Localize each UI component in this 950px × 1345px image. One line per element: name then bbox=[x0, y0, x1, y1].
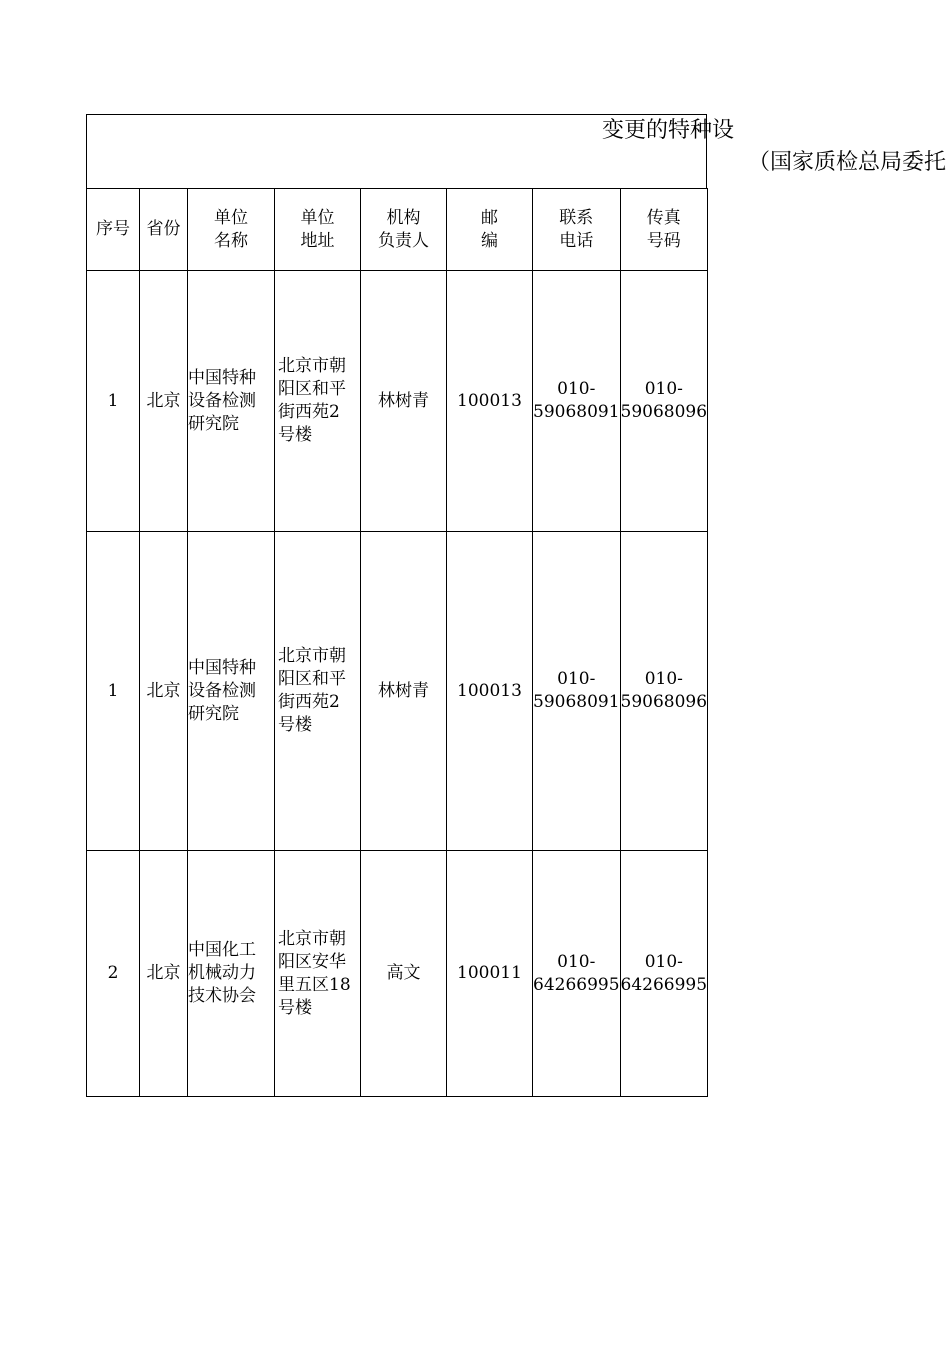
cell-seq: 1 bbox=[87, 532, 140, 851]
cell-head: 林树青 bbox=[361, 532, 447, 851]
table-row bbox=[87, 271, 708, 532]
cell-province: 北京 bbox=[140, 271, 188, 532]
header-postcode: 邮 编 bbox=[447, 189, 533, 271]
cell-unit-name: 中国特种 设备检测 研究院 bbox=[188, 271, 275, 532]
cell-unit-address: 北京市朝 阳区和平 街西苑2 号楼 bbox=[275, 532, 361, 851]
cell-postcode: 100011 bbox=[447, 851, 533, 1097]
header-unit-name: 单位 名称 bbox=[188, 189, 275, 271]
header-row bbox=[87, 189, 708, 271]
header-unit-address: 单位 地址 bbox=[275, 189, 361, 271]
cell-phone: 010- 64266995 bbox=[533, 851, 621, 1097]
cell-fax: 010- 64266995 bbox=[620, 851, 708, 1097]
table-row bbox=[87, 532, 708, 851]
document-subtitle: （国家质检总局委托 bbox=[748, 150, 947, 175]
cell-province: 北京 bbox=[140, 851, 188, 1097]
document-title: 变更的特种设 bbox=[602, 118, 735, 143]
cell-fax: 010- 59068096 bbox=[620, 532, 708, 851]
table-row bbox=[87, 851, 708, 1097]
cell-unit-address: 北京市朝 阳区安华 里五区18 号楼 bbox=[275, 851, 361, 1097]
header-fax: 传真 号码 bbox=[620, 189, 708, 271]
institution-table bbox=[86, 188, 708, 1097]
cell-seq: 2 bbox=[87, 851, 140, 1097]
header-province: 省份 bbox=[140, 189, 188, 271]
cell-fax: 010- 59068096 bbox=[620, 271, 708, 532]
header-seq: 序号 bbox=[87, 189, 140, 271]
cell-phone: 010- 59068091 bbox=[533, 271, 621, 532]
cell-unit-address: 北京市朝 阳区和平 街西苑2 号楼 bbox=[275, 271, 361, 532]
cell-head: 高文 bbox=[361, 851, 447, 1097]
cell-postcode: 100013 bbox=[447, 532, 533, 851]
cell-postcode: 100013 bbox=[447, 271, 533, 532]
header-head: 机构 负责人 bbox=[361, 189, 447, 271]
cell-phone: 010- 59068091 bbox=[533, 532, 621, 851]
header-phone: 联系 电话 bbox=[533, 189, 621, 271]
cell-unit-name: 中国化工 机械动力 技术协会 bbox=[188, 851, 275, 1097]
cell-unit-name: 中国特种 设备检测 研究院 bbox=[188, 532, 275, 851]
cell-province: 北京 bbox=[140, 532, 188, 851]
cell-seq: 1 bbox=[87, 271, 140, 532]
cell-head: 林树青 bbox=[361, 271, 447, 532]
